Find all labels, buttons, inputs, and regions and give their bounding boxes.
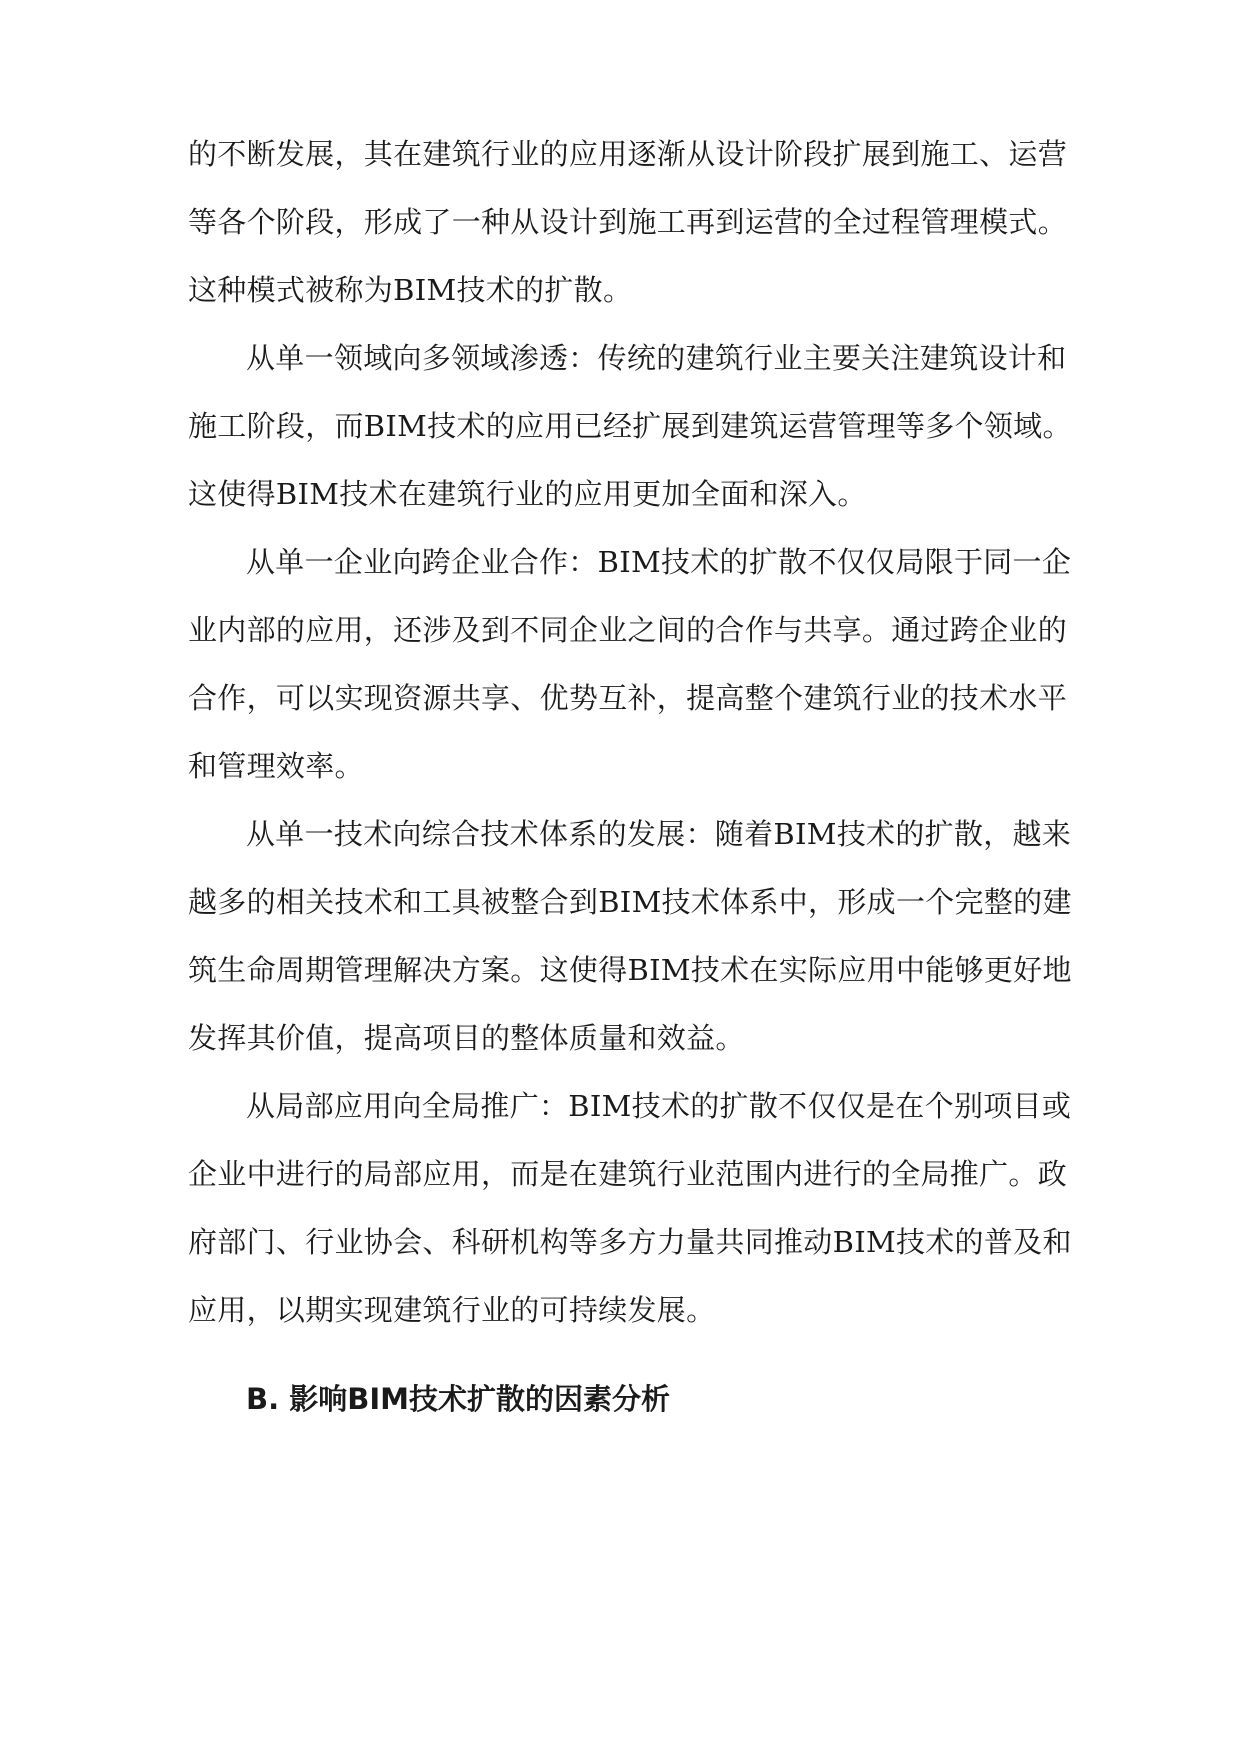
paragraph-2-line-3: 这使得BIM技术在建筑行业的应用更加全面和深入。: [188, 477, 867, 511]
paragraph-5-line-2: 企业中进行的局部应用，而是在建筑行业范围内进行的全局推广。政: [188, 1157, 1068, 1191]
paragraph-4-line-4: 发挥其价值，提高项目的整体质量和效益。: [188, 1021, 745, 1055]
paragraph-5-line-4: 应用，以期实现建筑行业的可持续发展。: [188, 1293, 716, 1327]
paragraph-4-line-1: 从单一技术向综合技术体系的发展：随着BIM技术的扩散，越来: [246, 817, 1072, 851]
paragraph-1-line-1: 的不断发展，其在建筑行业的应用逐渐从设计阶段扩展到施工、运营: [188, 137, 1068, 171]
paragraph-5-line-1: 从局部应用向全局推广：BIM技术的扩散不仅仅是在个别项目或: [246, 1089, 1072, 1123]
paragraph-2-line-2: 施工阶段，而BIM技术的应用已经扩展到建筑运营管理等多个领域。: [188, 409, 1072, 443]
paragraph-1-line-2: 等各个阶段，形成了一种从设计到施工再到运营的全过程管理模式。: [188, 205, 1068, 239]
paragraph-5-line-3: 府部门、行业协会、科研机构等多方力量共同推动BIM技术的普及和: [188, 1225, 1072, 1259]
paragraph-1-line-3: 这种模式被称为BIM技术的扩散。: [188, 273, 633, 307]
paragraph-4-line-3: 筑生命周期管理解决方案。这使得BIM技术在实际应用中能够更好地: [188, 953, 1072, 987]
paragraph-3-line-2: 业内部的应用，还涉及到不同企业之间的合作与共享。通过跨企业的: [188, 613, 1068, 647]
paragraph-2-line-1: 从单一领域向多领域渗透：传统的建筑行业主要关注建筑设计和: [246, 341, 1067, 375]
paragraph-3-line-3: 合作，可以实现资源共享、优势互补，提高整个建筑行业的技术水平: [188, 681, 1068, 715]
paragraph-3-line-4: 和管理效率。: [188, 749, 364, 783]
paragraph-3-line-1: 从单一企业向跨企业合作：BIM技术的扩散不仅仅局限于同一企: [246, 545, 1072, 579]
paragraph-4-line-2: 越多的相关技术和工具被整合到BIM技术体系中，形成一个完整的建: [188, 885, 1072, 919]
section-heading: B. 影响BIM技术扩散的因素分析: [246, 1382, 670, 1416]
